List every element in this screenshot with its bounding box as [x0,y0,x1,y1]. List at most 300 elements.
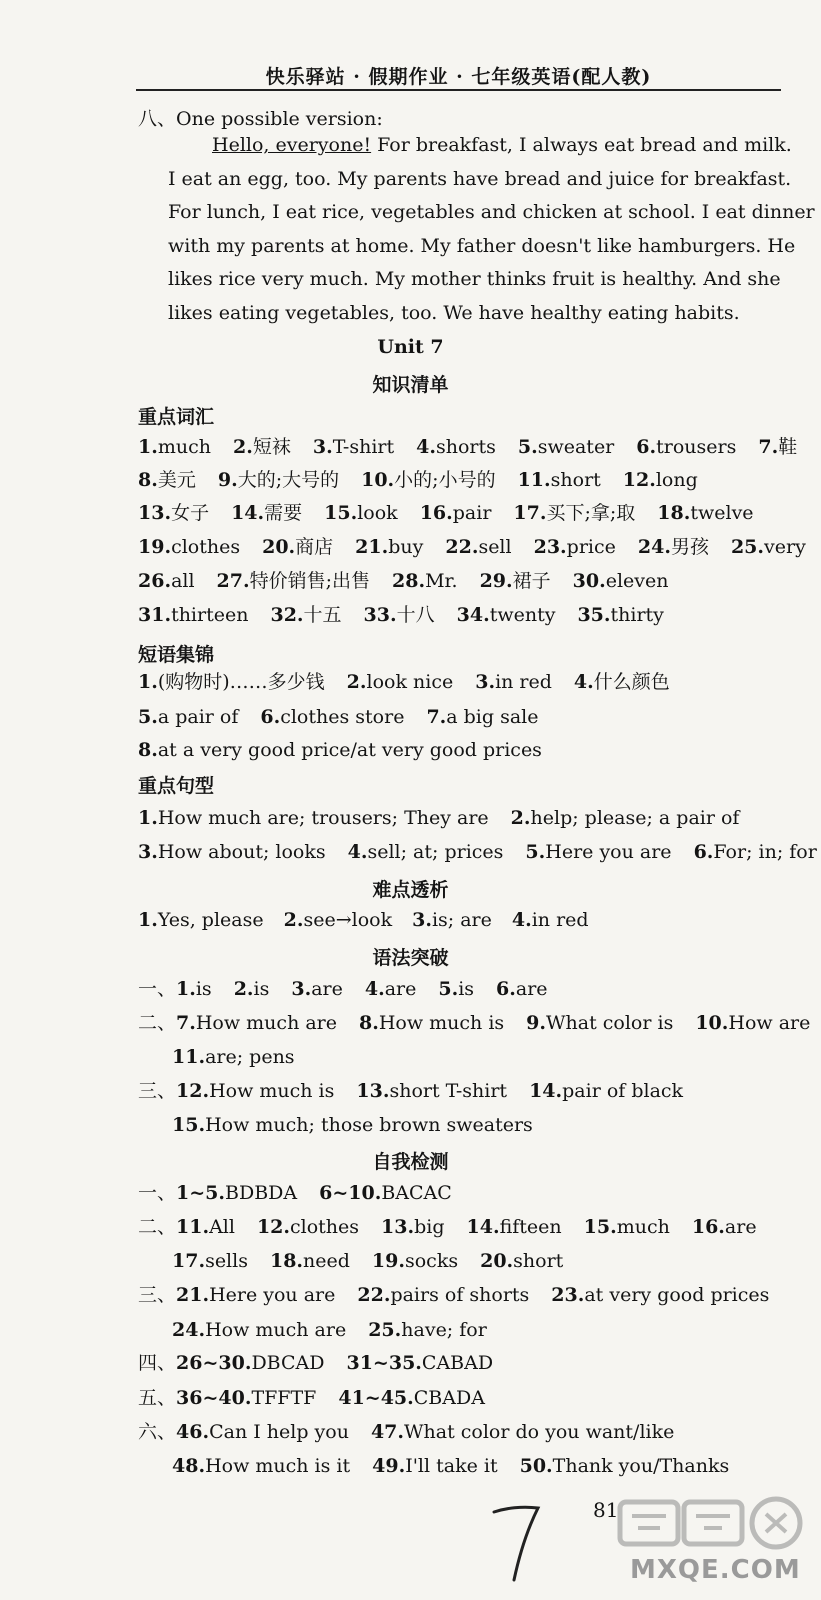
vocab-item [138,604,248,626]
vocab-item-number: 21. [355,536,389,558]
vocab-line [138,534,806,560]
vocab-item [457,604,556,626]
selftest-item-number: 25. [368,1319,402,1341]
phrase-item-answer: look nice [366,671,454,693]
grammar-line [172,1112,533,1138]
selftest-item-number: 1~5. [176,1182,225,1204]
vocab-item-number: 29. [479,570,513,592]
selftest-item-number: 15. [583,1216,617,1238]
selftest-part-label: 一、 [138,1182,177,1204]
selftest-part-label: 五、 [138,1387,177,1409]
vocab-item-number: 8. [138,469,158,491]
selftest-item-answer: DBCAD [251,1352,325,1374]
selftest-item-number: 6~10. [319,1182,382,1204]
vocab-line [138,467,698,493]
selftest-item-answer: at very good prices [584,1284,770,1306]
vocab-item [480,570,551,592]
selftest-item-number: 14. [466,1216,500,1238]
selftest-line [138,1214,757,1240]
selftest-part-label: 六、 [138,1421,177,1443]
phrase-item-answer: in red [495,671,552,693]
grammar-item-number: 15. [172,1114,206,1136]
essay-greeting: Hello, everyone! [212,134,372,156]
grammar-item-number: 1. [176,978,196,1000]
sentence-line [138,805,739,831]
phrase-item-number: 3. [475,671,496,693]
page-number: 81 [593,1498,619,1522]
selftest-part-label: 二、 [138,1216,177,1238]
sentence-item [694,841,817,863]
selftest-item-answer: socks [404,1250,459,1272]
selftest-item-answer: are [724,1216,757,1238]
selftest-item-number: 18. [269,1250,304,1272]
grammar-item-number: 13. [356,1080,390,1102]
phrase-item-answer: clothes store [280,706,405,728]
sentence-item-answer: sell; at; prices [367,841,504,863]
selftest-item-answer: I'll take it [405,1455,498,1477]
selftest-line [138,1282,769,1308]
sentence-item [138,807,489,829]
vocab-item-number: 33. [363,604,397,626]
grammar-item-answer: How much is [209,1080,335,1102]
vocab-item-number: 15. [324,502,358,524]
vocab-item [577,604,663,626]
selftest-line [138,1385,485,1411]
vocab-item-answer: 十八 [396,604,435,626]
phrase-line [138,704,539,730]
vocab-item [534,536,616,558]
grammar-item-answer: are [311,978,343,1000]
difficulty-item-number: 2. [283,909,304,931]
vocab-item-number: 7. [758,436,779,458]
phrase-item-number: 6. [260,706,281,728]
vocab-item-number: 25. [730,536,765,558]
essay-line-1-rest: For breakfast, I always eat bread and milk. [371,134,792,156]
selftest-item-answer: clothes [290,1216,360,1238]
grammar-item [526,1012,673,1034]
selftest-item-number: 31~35. [346,1352,422,1374]
selftest-item-number: 26~30. [176,1352,252,1374]
vocab-item-number: 30. [572,570,606,592]
sentence-item [525,841,671,863]
vocab-item-answer: eleven [605,570,669,592]
selftest-item-answer: BACAC [381,1182,452,1204]
phrase-item-answer: a pair of [157,706,239,728]
vocab-item [638,536,709,558]
vocab-item-answer: 十五 [303,604,342,626]
watermark-text: MXQE.COM [630,1555,801,1585]
vocab-item-answer: short [550,469,601,491]
vocab-item [138,436,211,458]
vocab-item [138,570,195,592]
grammar-item [176,1080,334,1102]
vocab-item-answer: very [764,536,806,558]
sentence-item-answer: Here you are [545,841,672,863]
vocab-item [217,570,370,592]
vocab-item-number: 9. [217,469,238,491]
vocab-item-number: 11. [517,469,551,491]
grammar-item-number: 12. [176,1080,210,1102]
selftest-item-number: 19. [371,1250,405,1272]
grammar-item-answer: What color is [546,1012,674,1034]
selftest-item-number: 48. [172,1455,206,1477]
selftest-item-number: 22. [357,1284,391,1306]
vocab-item-answer: sell [478,536,512,558]
header-rule [136,89,781,91]
selftest-item-answer: What color do you want/like [404,1421,675,1443]
vocab-item-answer: thirty [610,604,664,626]
phrase-item-answer: (购物时)……多少钱 [157,671,325,693]
selftest-line [172,1453,729,1479]
page-header: 快乐驿站 · 假期作业 · 七年级英语(配人教) [265,66,652,88]
sentence-line [138,839,817,865]
grammar-item [176,978,212,1000]
phrase-item-number: 1. [138,671,158,693]
sentence-item-number: 5. [525,841,546,863]
vocab-line [138,602,664,628]
selftest-item [172,1250,248,1272]
grammar-item-answer: How are [728,1012,811,1034]
phrase-item [574,671,670,693]
vocab-item [231,502,302,524]
vocab-item-answer: sweater [537,436,615,458]
selftest-item [319,1182,452,1204]
vocab-item-answer: 需要 [264,502,303,524]
grammar-item [496,978,548,1000]
selftest-item [176,1387,316,1409]
grammar-item-answer: are [384,978,417,1000]
selftest-item [172,1319,346,1341]
phrase-item [138,739,542,761]
vocab-item-number: 13. [138,502,172,524]
selftest-item [172,1455,350,1477]
grammar-item-number: 14. [529,1080,563,1102]
phrase-line [138,669,670,695]
selftest-item [381,1216,444,1238]
selftest-item-number: 21. [176,1284,210,1306]
vocab-item [518,469,601,491]
vocab-item-answer: all [171,570,195,592]
sentence-item [138,841,326,863]
grammar-item [172,1114,533,1136]
essay-line-2: I eat an egg, too. My parents have bread and juice for breakfast. [168,168,792,190]
sentence-item-answer: How much are; trousers; They are [157,807,489,829]
grammar-line [138,1078,683,1104]
vocab-item-number: 1. [138,436,158,458]
phrase-item [138,706,238,728]
phrase-item [426,706,538,728]
selftest-line [138,1350,493,1376]
selftest-line [172,1317,487,1343]
sentence-item-number: 6. [693,841,714,863]
selftest-item [371,1421,674,1443]
vocab-item-answer: 裙子 [512,570,551,592]
grammar-item [172,1046,295,1068]
vocab-item-number: 27. [216,570,250,592]
difficulty-item-answer: see→look [303,909,393,931]
essay-line-4: with my parents at home. My father doesn't like hamburgers. He [168,235,796,257]
vocab-item-answer: 男孩 [670,536,709,558]
selftest-item-answer: CBADA [413,1387,485,1409]
vocab-item-number: 35. [577,604,611,626]
grammar-item-number: 11. [172,1046,206,1068]
difficulty-item [512,909,589,931]
vocab-item [731,536,806,558]
grammar-item-number: 9. [526,1012,546,1034]
selftest-item-number: 23. [551,1284,585,1306]
selftest-part-label: 三、 [138,1284,177,1306]
difficulty-item [138,909,264,931]
selftest-item [520,1455,730,1477]
vocab-item-number: 19. [138,536,172,558]
phrase-item [475,671,552,693]
selftest-item [176,1421,349,1443]
selftest-line [138,1419,674,1445]
selftest-item-number: 50. [519,1455,553,1477]
phrase-item-number: 7. [426,706,447,728]
vocab-item [636,436,736,458]
selftest-item [176,1284,335,1306]
vocab-item [313,436,394,458]
sentence-item [348,841,504,863]
grammar-item [365,978,417,1000]
phrase-item-number: 4. [573,671,594,693]
difficulty-item-answer: in red [531,909,589,931]
vocab-item [657,502,753,524]
selftest-item-number: 24. [172,1319,206,1341]
vocab-item-answer: thirteen [171,604,249,626]
selftest-item-answer: All [209,1216,235,1238]
vocab-item-number: 24. [637,536,671,558]
vocab-item [518,436,614,458]
vocab-item-number: 23. [533,536,567,558]
selftest-item [338,1387,485,1409]
grammar-item-number: 2. [233,978,254,1000]
grammar-item-number: 10. [695,1012,729,1034]
vocab-item-number: 18. [657,502,691,524]
vocab-item [138,502,209,524]
selftest-item-number: 16. [691,1216,725,1238]
selftest-item [357,1284,529,1306]
grammar-item-answer: short T-shirt [389,1080,508,1102]
vocab-item [355,536,423,558]
vocab-item-number: 10. [361,469,395,491]
grammar-item-answer: is [195,978,212,1000]
phrase-item-number: 8. [138,739,158,761]
selftest-item [346,1352,493,1374]
vocab-item-answer: buy [388,536,424,558]
section-phrases: 短语集锦 [138,644,215,666]
difficulty-item-number: 1. [138,909,158,931]
selftest-item-answer: How much is it [205,1455,351,1477]
vocab-item [758,436,797,458]
sentence-item-number: 4. [347,841,368,863]
vocab-item-number: 31. [138,604,172,626]
selftest-item-answer: have; for [401,1319,487,1341]
vocab-item-answer: 买下;拿;取 [546,502,636,524]
selftest-item-number: 20. [480,1250,514,1272]
sentence-item-number: 2. [510,807,531,829]
selftest-item-number: 36~40. [176,1387,252,1409]
grammar-item-answer: How much; those brown sweaters [205,1114,533,1136]
phrase-line [138,737,542,763]
selftest-item [257,1216,359,1238]
grammar-item [176,1012,337,1034]
selftest-item-answer: need [303,1250,350,1272]
essay-line-1 [212,132,792,158]
vocab-item-answer: Mr. [425,570,458,592]
sentence-item-number: 1. [138,807,158,829]
unit-title: Unit 7 [377,336,444,358]
grammar-item-answer: How much are [195,1012,337,1034]
grammar-item-number: 6. [496,978,516,1000]
vocab-item [392,570,458,592]
grammar-item-number: 8. [359,1012,379,1034]
vocab-item-number: 6. [636,436,657,458]
selftest-item-answer: Here you are [209,1284,336,1306]
vocab-item [324,502,398,524]
grammar-item [529,1080,683,1102]
grammar-item-number: 7. [176,1012,196,1034]
selftest-item-number: 11. [176,1216,210,1238]
selftest-item-answer: short [513,1250,564,1272]
sentence-item-answer: For; in; for [713,841,817,863]
selftest-item-answer: BDBDA [225,1182,298,1204]
vocab-item-answer: twenty [489,604,556,626]
difficulty-item [284,909,392,931]
handwritten-mark [488,1500,548,1585]
difficulty-item-number: 4. [511,909,532,931]
essay-line-6: likes eating vegetables, too. We have healthy eating habits. [168,302,740,324]
vocab-item-answer: 商店 [295,536,334,558]
vocab-item-number: 26. [138,570,172,592]
sentence-item [511,807,740,829]
vocab-item-number: 4. [416,436,436,458]
grammar-item-answer: is [253,978,270,1000]
selftest-item [692,1216,757,1238]
selftest-item-answer: pairs of shorts [390,1284,530,1306]
selftest-item-answer: CABAD [421,1352,494,1374]
vocab-item [218,469,339,491]
selftest-item [551,1284,769,1306]
phrase-item-number: 5. [138,706,158,728]
vocab-item-answer: 大的;大号的 [237,469,340,491]
vocab-item-number: 3. [312,436,333,458]
vocab-item [138,469,196,491]
vocab-item-number: 28. [392,570,426,592]
vocab-item-answer: trousers [656,436,737,458]
selftest-line [138,1180,452,1206]
grammar-part-label: 一、 [138,978,177,1000]
vocab-item [138,536,240,558]
selftest-item-answer: Thank you/Thanks [552,1455,730,1477]
grammar-item-answer: pair of black [562,1080,684,1102]
selftest-item [480,1250,563,1272]
selftest-part-label: 四、 [138,1352,177,1374]
grammar-item-answer: are [515,978,548,1000]
phrase-item [347,671,454,693]
selftest-line [172,1248,563,1274]
selftest-item-number: 49. [372,1455,406,1477]
section-grammar: 语法突破 [372,947,449,969]
vocab-item [361,469,495,491]
section-selftest: 自我检测 [372,1151,449,1173]
section-vocab: 重点词汇 [138,406,215,428]
selftest-item-number: 46. [176,1421,210,1443]
selftest-item-answer: Can I help you [209,1421,349,1443]
vocab-item-answer: 特价销售;出售 [249,570,371,592]
selftest-item [372,1250,458,1272]
vocab-item-number: 2. [232,436,253,458]
vocab-item-number: 34. [456,604,490,626]
selftest-item-number: 41~45. [338,1387,414,1409]
difficulty-item-answer: Yes, please [157,909,264,931]
vocab-item-answer: 鞋 [778,436,798,458]
vocab-item-number: 16. [419,502,453,524]
vocab-item-answer: pair [452,502,492,524]
selftest-item [372,1455,497,1477]
selftest-item-answer: fifteen [499,1216,562,1238]
grammar-item-answer: How much is [378,1012,505,1034]
grammar-line [138,1010,810,1036]
vocab-item-answer: price [566,536,616,558]
vocab-item [416,436,496,458]
phrase-item [260,706,404,728]
difficulty-line [138,907,589,933]
vocab-item-number: 5. [517,436,538,458]
grammar-item-number: 4. [364,978,385,1000]
grammar-part-label: 三、 [138,1080,177,1102]
vocab-item [623,469,698,491]
essay-label: 八、One possible version: [138,108,383,130]
vocab-item-answer: 美元 [157,469,196,491]
difficulty-item-answer: is; are [431,909,492,931]
vocab-item [233,436,291,458]
sentence-item-number: 3. [138,841,158,863]
section-sentences: 重点句型 [138,775,215,797]
essay-line-5: likes rice very much. My mother thinks fruit is healthy. And she [168,268,781,290]
grammar-item [291,978,343,1000]
selftest-item-answer: How much are [205,1319,347,1341]
vocab-item-answer: 小的;小号的 [394,469,496,491]
grammar-item [359,1012,504,1034]
selftest-item-answer: sells [205,1250,248,1272]
vocab-item-number: 22. [445,536,479,558]
vocab-item [573,570,669,592]
selftest-item [467,1216,562,1238]
grammar-item [438,978,474,1000]
vocab-item [420,502,492,524]
vocab-line [138,500,754,526]
vocab-item-number: 14. [231,502,265,524]
phrase-item [138,671,325,693]
phrase-item-answer: a big sale [446,706,539,728]
selftest-item [584,1216,670,1238]
section-knowledge: 知识清单 [372,374,449,396]
grammar-item [234,978,270,1000]
vocab-item-number: 17. [513,502,547,524]
vocab-item [270,604,341,626]
vocab-item-answer: T-shirt [332,436,395,458]
grammar-item [695,1012,810,1034]
grammar-item-answer: is [458,978,475,1000]
selftest-item [176,1182,297,1204]
grammar-part-label: 二、 [138,1012,177,1034]
grammar-item-answer: are; pens [205,1046,295,1068]
selftest-item-number: 47. [370,1421,404,1443]
vocab-line [138,568,669,594]
vocab-item-answer: much [157,436,211,458]
